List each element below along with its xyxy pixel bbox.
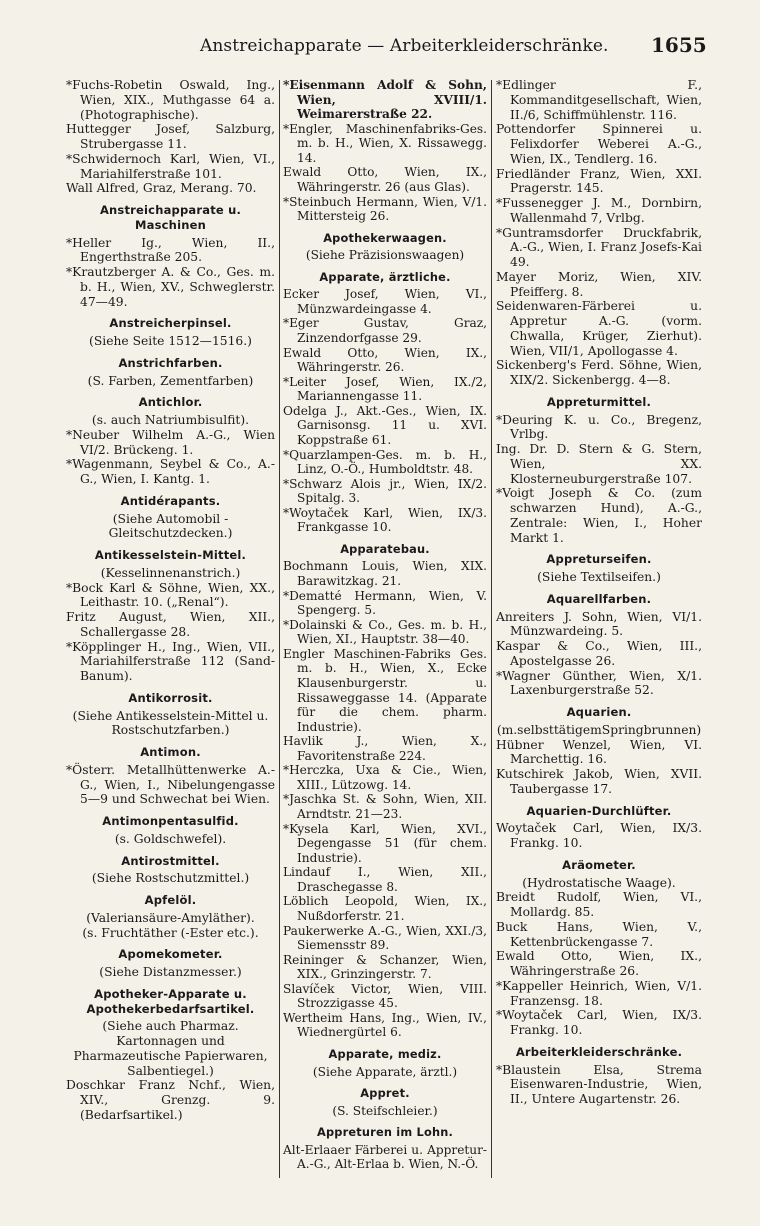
directory-entry: Woytaček Carl, Wien, IX/3. Frankg. 10. (496, 821, 702, 850)
column-rule-left (279, 80, 280, 1178)
directory-entry: *Kysela Karl, Wien, XVI., Degengasse 51 (für chem. Industrie). (283, 821, 487, 865)
cross-reference-note: (Siehe Antikesselstein-Mittel u. Rostschutzfarben.) (72, 708, 269, 738)
cross-reference-note: (Hydrostatische Waage). (522, 875, 676, 890)
cross-reference-note: (Siehe Apparate, ärztl.) (312, 1064, 458, 1079)
directory-entry: Pottendorfer Spinnerei u. Felixdorfer Weberei A.-G., Wien, IX., Tendlerg. 16. (496, 122, 702, 166)
directory-entry: *Dematté Hermann, Wien, V. Spengerg. 5. (283, 588, 487, 618)
category-heading: Appret. (360, 1086, 410, 1101)
cross-reference-note: (Valeriansäure-Amyläther). (86, 910, 255, 925)
category-heading: Antikesselstein-Mittel. (94, 548, 247, 562)
directory-entry: *Dolainski & Co., Ges. m. b. H., Wien, XI., Hauptstr. 38—40. (283, 617, 487, 647)
category-heading: Antikorrosit. (128, 690, 213, 705)
directory-entry: *Fussenegger J. M., Dornbirn, Wallenmahd 7, Vrlbg. (496, 196, 702, 225)
directory-entry: *Kappeller Heinrich, Wien, V/1. Franzensg. 18. (496, 978, 702, 1008)
category-heading: Apfelöl. (144, 893, 197, 907)
directory-entry: *Steinbuch Hermann, Wien, V/1. Mittersteig 26. (283, 194, 487, 224)
directory-entry: Breidt Rudolf, Wien, VI., Mollardg. 85. (496, 890, 702, 919)
cross-reference-note: (Siehe Rostschutzmittel.) (91, 871, 250, 886)
cross-reference-note: (m.selbsttätigemSpringbrunnen) (496, 722, 702, 737)
directory-entry: Alt-Erlaaer Färberei u. Appretur-A.-G., Alt-Erlaa b. Wien, N.-Ö. (283, 1142, 487, 1172)
category-heading: Aräometer. (562, 857, 636, 872)
directory-entry: Huttegger Josef, Salzburg, Strubergasse 11. (66, 122, 275, 151)
category-heading: Apparate, ärztliche. (319, 269, 451, 284)
column-middle (283, 78, 487, 1172)
directory-entry: *Schwarz Alois jr., Wien, IX/2. Spitalg. 3. (283, 476, 487, 506)
directory-entry: *Wagner Günther, Wien, X/1. Laxenburgerstraße 52. (496, 668, 702, 698)
directory-entry: Ewald Otto, Wien, IX., Währingerstraße 26. (496, 949, 702, 978)
category-heading: Antirostmittel. (121, 853, 220, 868)
cross-reference-note: (Siehe Distanzmesser.) (99, 965, 242, 979)
category-heading: Appreturmittel. (546, 394, 652, 409)
cross-reference-note: (Siehe Automobil - Gleitschutzdecken.) (108, 511, 233, 541)
category-heading: Apparate, mediz. (328, 1047, 442, 1061)
category-heading: Appreturen im Lohn. (316, 1125, 454, 1140)
directory-entry: *Leiter Josef, Wien, IX./2, Mariannengasse 11. (283, 374, 487, 404)
directory-entry: Bochmann Louis, Wien, XIX. Barawitzkag. 21. (283, 559, 487, 588)
directory-entry: *Eisenmann Adolf & Sohn, Wien, XVIII/1. Weimarerstraße 22. (283, 78, 487, 122)
directory-entry: *Engler, Maschinenfabriks-Ges. m. b. H., Wien, X. Rissawegg. 14. (283, 121, 487, 165)
directory-entry: *Woytaček Carl, Wien, IX/3. Frankg. 10. (496, 1008, 702, 1037)
directory-entry: *Herczka, Uxa & Cie., Wien, XIII., Lützowg. 14. (283, 763, 487, 792)
category-heading: Anstreicherpinsel. (109, 316, 232, 331)
directory-entry: *Guntramsdorfer Druckfabrik, A.-G., Wien, I. Franz Josefs-Kai 49. (496, 225, 702, 269)
cross-reference-note: (Kesselinnenanstrich.) (100, 565, 241, 580)
category-heading: Apparatebau. (340, 541, 430, 556)
category-heading: Aquarellfarben. (546, 591, 652, 606)
category-heading: Aquarien-Durchlüfter. (526, 803, 672, 818)
category-heading: Antimon. (140, 745, 201, 759)
directory-entry: Friedländer Franz, Wien, XXI. Pragerstr. 145. (496, 166, 702, 196)
directory-entry: *Wagenmann, Seybel & Co., A.-G., Wien, I. Kantg. 1. (66, 457, 275, 486)
directory-entry: *Deuring K. u. Co., Bregenz, Vrlbg. (496, 412, 702, 442)
directory-entry: Anreiters J. Sohn, Wien, VI/1. Münzwardeing. 5. (496, 609, 702, 639)
directory-entry: Sickenberg's Ferd. Söhne, Wien, XIX/2. Sickenbergg. 4—8. (496, 358, 702, 387)
column-rule-right (491, 80, 492, 1178)
directory-entry: Buck Hans, Wien, V., Kettenbrückengasse 7. (496, 919, 702, 949)
directory-entry: Seidenwaren-Färberei u. Appretur A.-G. (vorm. Chwalla, Krüger, Zierhut). Wien, VII/1, Apollogasse 4. (496, 299, 702, 358)
directory-entry: Kutschirek Jakob, Wien, XVII. Taubergasse 17. (496, 767, 702, 796)
cross-reference-note: (s. Fruchtäther (-Ester etc.). (82, 925, 259, 940)
column-left (66, 78, 275, 1123)
category-heading: Anstrichfarben. (118, 355, 223, 370)
directory-entry: Wertheim Hans, Ing., Wien, IV., Wiednergürtel 6. (283, 1010, 487, 1040)
directory-entry: *Quarzlampen-Ges. m. b. H., Linz, O.-Ö., Humboldtstr. 48. (283, 447, 487, 477)
category-heading: Aquarien. (566, 705, 632, 719)
directory-entry: *Köpplinger H., Ing., Wien, VII., Mariahilferstraße 112 (Sand-Banum). (66, 639, 275, 683)
directory-entry: Engler Maschinen-Fabriks Ges. m. b. H., Wien, X., Ecke Klausenburgerstr. u. Rissaweggasse 14. (Apparate für die chem. pharm. Industrie). (283, 646, 487, 734)
directory-entry: *Fuchs-Robetin Oswald, Ing., Wien, XIX., Muthgasse 64 a. (Photographische). (66, 78, 275, 122)
column-right (496, 78, 702, 1107)
directory-entry: *Neuber Wilhelm A.-G., Wien VI/2. Brückeng. 1. (66, 427, 275, 457)
directory-entry: Ecker Josef, Wien, VI., Münzwardeingasse 4. (283, 287, 487, 316)
directory-entry: Fritz August, Wien, XII., Schallergasse 28. (66, 610, 275, 639)
directory-entry: Wall Alfred, Graz, Merang. 70. (66, 181, 257, 196)
category-heading: Apotheker-Apparate u. Apothekerbedarfsartikel. (86, 986, 255, 1016)
directory-entry: *Jaschka St. & Sohn, Wien, XII. Arndtstr. 21—23. (283, 792, 487, 821)
directory-entry: *Schwidernoch Karl, Wien, VI., Mariahilferstraße 101. (66, 151, 275, 181)
cross-reference-note: (Siehe auch Pharmaz. Kartonnagen und Pharmazeutische Papierwaren, Salbentiegel.) (73, 1019, 268, 1078)
directory-entry: Reininger & Schanzer, Wien, XIX., Grinzingerstr. 7. (283, 952, 487, 982)
directory-entry: Hübner Wenzel, Wien, VI. Marchettig. 16. (496, 737, 702, 767)
cross-reference-note: (Siehe Seite 1512—1516.) (89, 334, 252, 348)
category-heading: Antidérapants. (120, 493, 221, 508)
directory-entry: Ewald Otto, Wien, IX., Währingerstr. 26. (283, 345, 487, 375)
category-heading: Antichlor. (138, 395, 203, 410)
directory-entry: Doschkar Franz Nchf., Wien, XIV., Grenzg. 9. (Bedarfsartikel.) (66, 1078, 275, 1122)
directory-entry: Paukerwerke A.-G., Wien, XXI./3, Siemensstr 89. (283, 923, 487, 953)
cross-reference-note: (s. Goldschwefel). (114, 831, 227, 846)
directory-entry: *Eger Gustav, Graz, Zinzendorfgasse 29. (283, 316, 487, 345)
category-heading: Apomekometer. (118, 947, 223, 962)
category-heading: Apothekerwaagen. (323, 230, 447, 245)
directory-entry: *Bock Karl & Söhne, Wien, XX., Leithastr. 10. („Renal“). (66, 580, 275, 610)
directory-entry: Slavíček Victor, Wien, VIII. Strozzigasse 45. (283, 981, 487, 1011)
category-heading: Antimonpentasulfid. (102, 814, 239, 828)
directory-entry: Löblich Leopold, Wien, IX., Nußdorferstr. 21. (283, 894, 487, 923)
directory-entry: *Voigt Joseph & Co. (zum schwarzen Hund), A.-G., Zentrale: Wien, I., Hoher Markt 1. (496, 486, 702, 545)
category-heading: Arbeiterkleiderschränke. (515, 1044, 683, 1059)
directory-entry: Ing. Dr. D. Stern & G. Stern, Wien, XX. Klosterneuburgerstraße 107. (496, 442, 702, 486)
page-header (0, 30, 760, 60)
directory-entry: *Blaustein Elsa, Strema Eisenwaren-Industrie, Wien, II., Untere Augartenstr. 26. (496, 1062, 702, 1106)
directory-entry: Mayer Moriz, Wien, XIV. Pfeifferg. 8. (496, 269, 702, 299)
directory-entry: Lindauf I., Wien, XII., Draschegasse 8. (283, 865, 487, 894)
category-heading: Anstreichapparate u. Maschinen (99, 203, 242, 232)
directory-entry: Havlik J., Wien, X., Favoritenstraße 224. (283, 734, 487, 763)
directory-entry: *Krautzberger A. & Co., Ges. m. b. H., Wien, XV., Schweglerstr. 47—49. (66, 265, 275, 309)
cross-reference-note: (s. auch Natriumbisulfit). (91, 413, 250, 427)
directory-entry: *Edlinger F., Kommanditgesellschaft, Wien, II./6, Schiffmühlenstr. 116. (496, 78, 702, 122)
cross-reference-note: (Siehe Textilseifen.) (537, 570, 661, 584)
cross-reference-note: (S. Steifschleier.) (332, 1103, 438, 1118)
directory-entry: Odelga J., Akt.-Ges., Wien, IX. Garnisonsg. 11 u. XVI. Koppstraße 61. (283, 403, 487, 447)
directory-entry: *Heller Ig., Wien, II., Engerthstraße 205. (66, 235, 275, 265)
directory-entry: Kaspar & Co., Wien, III., Apostelgasse 26. (496, 639, 702, 668)
cross-reference-note: (Siehe Präzisionswaagen) (305, 248, 465, 263)
running-title: Anstreichapparate — Arbeiterkleiderschränke. (200, 36, 609, 56)
cross-reference-note: (S. Farben, Zementfarben) (87, 373, 254, 388)
directory-entry: *Österr. Metallhüttenwerke A.-G., Wien, I., Nibelungengasse 5—9 und Schwechat bei Wien. (66, 762, 275, 807)
page-number: 1655 (651, 33, 707, 57)
directory-entry: *Woytaček Karl, Wien, IX/3. Frankgasse 10. (283, 505, 487, 535)
directory-entry: Ewald Otto, Wien, IX., Währingerstr. 26 (aus Glas). (283, 165, 487, 194)
category-heading: Appreturseifen. (546, 552, 652, 567)
